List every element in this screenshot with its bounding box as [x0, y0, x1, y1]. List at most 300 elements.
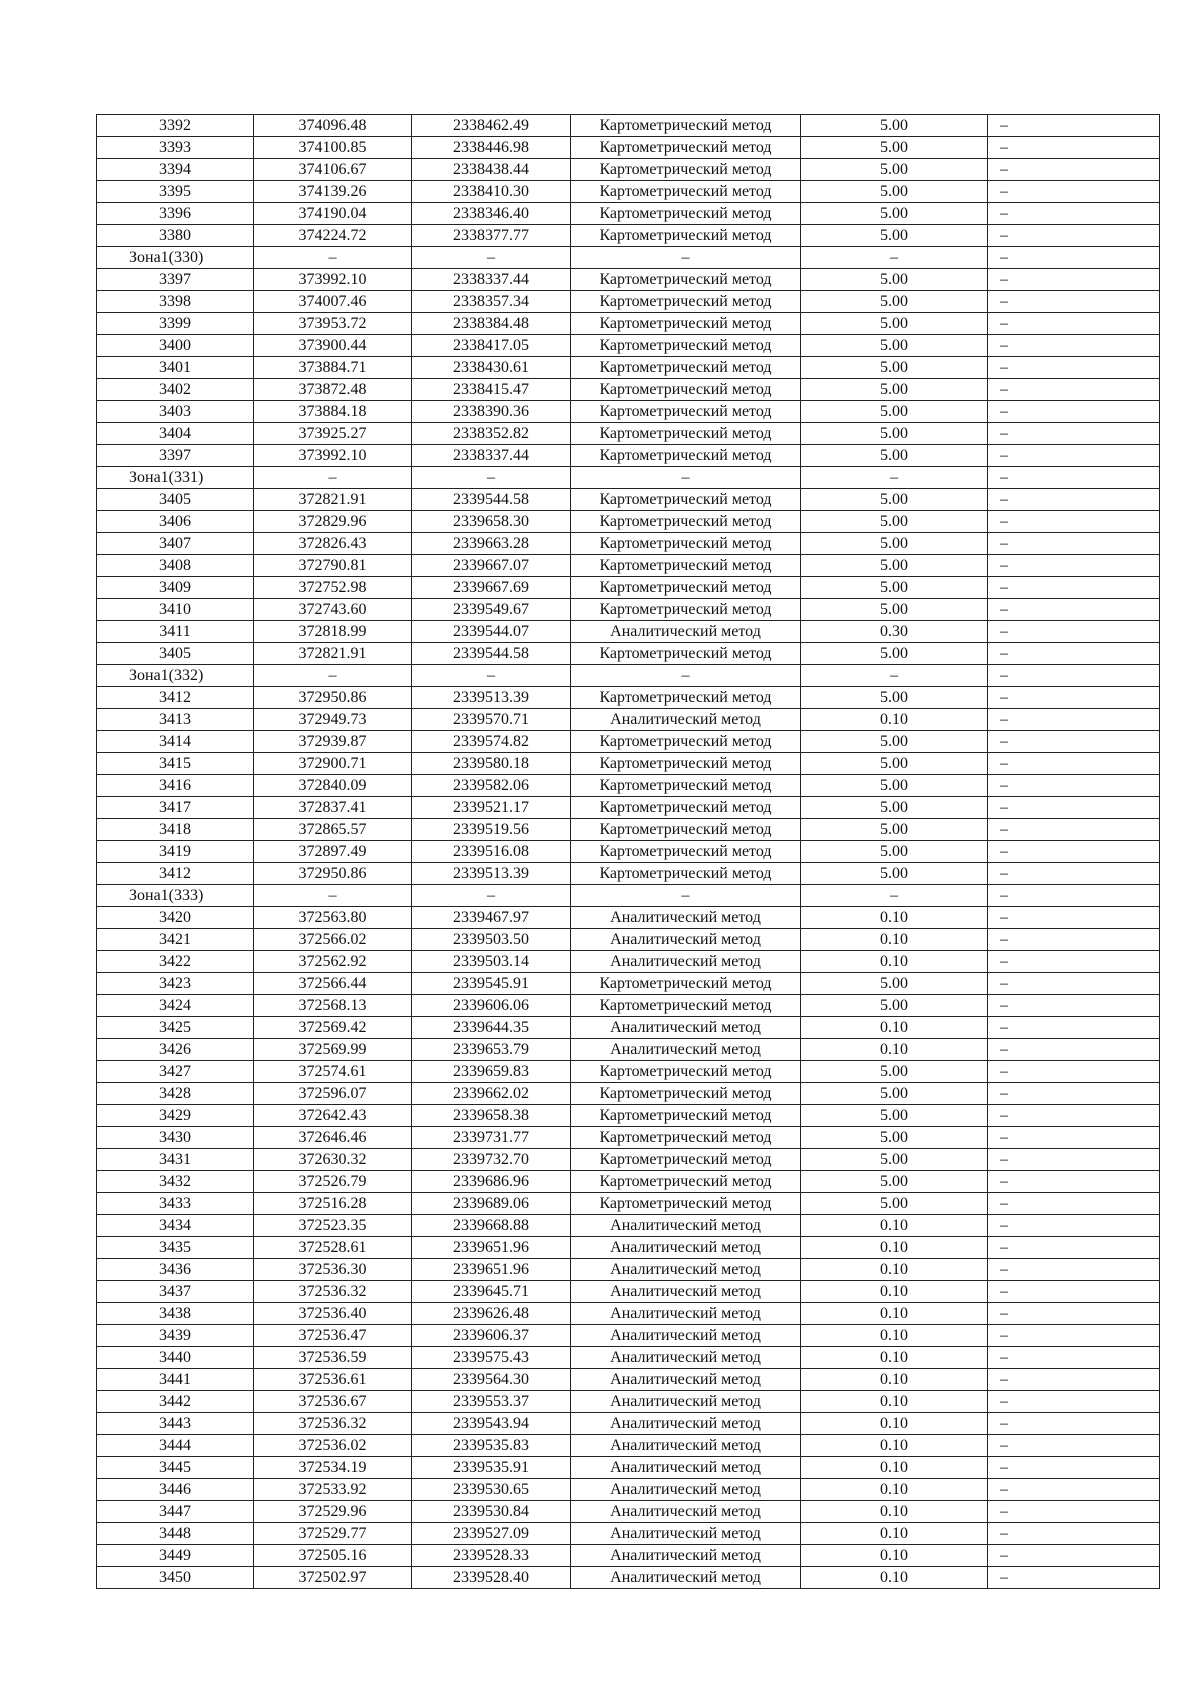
- point-number-cell: 3426: [97, 1039, 254, 1061]
- table-row: [97, 357, 1160, 379]
- x-coordinate-cell: 374100.85: [254, 137, 412, 159]
- x-coordinate-cell: 374190.04: [254, 203, 412, 225]
- method-cell: Картометрический метод: [571, 973, 801, 995]
- y-coordinate-cell: 2339513.39: [412, 863, 571, 885]
- coordinates-table-body: [97, 115, 1160, 1589]
- y-coordinate-cell: 2339644.35: [412, 1017, 571, 1039]
- x-coordinate-cell: 373992.10: [254, 445, 412, 467]
- point-number-cell: 3432: [97, 1171, 254, 1193]
- note-cell: –: [988, 1171, 1160, 1193]
- x-coordinate-cell: 373884.71: [254, 357, 412, 379]
- table-row: [97, 731, 1160, 753]
- point-number-cell: 3409: [97, 577, 254, 599]
- note-cell: –: [988, 1479, 1160, 1501]
- method-cell: Картометрический метод: [571, 1127, 801, 1149]
- method-cell: Картометрический метод: [571, 643, 801, 665]
- method-cell: Картометрический метод: [571, 313, 801, 335]
- method-cell: Аналитический метод: [571, 1039, 801, 1061]
- table-row: [97, 863, 1160, 885]
- method-cell: Картометрический метод: [571, 775, 801, 797]
- y-coordinate-cell: 2339503.50: [412, 929, 571, 951]
- y-coordinate-cell: 2338352.82: [412, 423, 571, 445]
- y-coordinate-cell: 2339658.30: [412, 511, 571, 533]
- method-cell: Картометрический метод: [571, 555, 801, 577]
- method-cell: Аналитический метод: [571, 929, 801, 951]
- note-cell: –: [988, 863, 1160, 885]
- point-number-cell: 3448: [97, 1523, 254, 1545]
- x-coordinate-cell: 372523.35: [254, 1215, 412, 1237]
- y-coordinate-cell: 2338415.47: [412, 379, 571, 401]
- note-cell: –: [988, 973, 1160, 995]
- note-cell: –: [988, 269, 1160, 291]
- method-cell: Картометрический метод: [571, 1105, 801, 1127]
- y-coordinate-cell: 2339732.70: [412, 1149, 571, 1171]
- point-number-cell: 3430: [97, 1127, 254, 1149]
- accuracy-cell: 0.10: [801, 907, 988, 929]
- table-row: [97, 1281, 1160, 1303]
- x-coordinate-cell: 372950.86: [254, 863, 412, 885]
- table-row: [97, 203, 1160, 225]
- point-number-cell: 3447: [97, 1501, 254, 1523]
- method-cell: Картометрический метод: [571, 819, 801, 841]
- method-cell: –: [571, 247, 801, 269]
- method-cell: Картометрический метод: [571, 445, 801, 467]
- method-cell: Аналитический метод: [571, 1347, 801, 1369]
- point-number-cell: 3416: [97, 775, 254, 797]
- note-cell: –: [988, 1303, 1160, 1325]
- y-coordinate-cell: 2339527.09: [412, 1523, 571, 1545]
- table-row: [97, 1325, 1160, 1347]
- x-coordinate-cell: 372533.92: [254, 1479, 412, 1501]
- y-coordinate-cell: 2338417.05: [412, 335, 571, 357]
- note-cell: –: [988, 643, 1160, 665]
- method-cell: –: [571, 467, 801, 489]
- point-number-cell: 3437: [97, 1281, 254, 1303]
- table-row: [97, 1237, 1160, 1259]
- y-coordinate-cell: 2339653.79: [412, 1039, 571, 1061]
- accuracy-cell: 5.00: [801, 687, 988, 709]
- method-cell: –: [571, 665, 801, 687]
- table-row: [97, 797, 1160, 819]
- x-coordinate-cell: 373872.48: [254, 379, 412, 401]
- point-number-cell: 3402: [97, 379, 254, 401]
- table-row: [97, 1457, 1160, 1479]
- note-cell: –: [988, 951, 1160, 973]
- coordinates-table: [96, 114, 1160, 1589]
- point-number-cell: 3417: [97, 797, 254, 819]
- y-coordinate-cell: 2339544.58: [412, 489, 571, 511]
- y-coordinate-cell: 2339528.33: [412, 1545, 571, 1567]
- accuracy-cell: 5.00: [801, 841, 988, 863]
- accuracy-cell: 5.00: [801, 115, 988, 137]
- point-number-cell: 3434: [97, 1215, 254, 1237]
- note-cell: –: [988, 1215, 1160, 1237]
- method-cell: Аналитический метод: [571, 621, 801, 643]
- note-cell: –: [988, 555, 1160, 577]
- table-row: [97, 1083, 1160, 1105]
- x-coordinate-cell: 372516.28: [254, 1193, 412, 1215]
- method-cell: Картометрический метод: [571, 335, 801, 357]
- method-cell: Аналитический метод: [571, 951, 801, 973]
- method-cell: Картометрический метод: [571, 379, 801, 401]
- method-cell: Аналитический метод: [571, 1303, 801, 1325]
- y-coordinate-cell: 2338462.49: [412, 115, 571, 137]
- point-number-cell: 3405: [97, 489, 254, 511]
- x-coordinate-cell: 372897.49: [254, 841, 412, 863]
- table-row: [97, 753, 1160, 775]
- x-coordinate-cell: 372536.59: [254, 1347, 412, 1369]
- y-coordinate-cell: 2339606.06: [412, 995, 571, 1017]
- note-cell: –: [988, 357, 1160, 379]
- y-coordinate-cell: 2338337.44: [412, 445, 571, 467]
- x-coordinate-cell: –: [254, 467, 412, 489]
- method-cell: Картометрический метод: [571, 687, 801, 709]
- x-coordinate-cell: 372865.57: [254, 819, 412, 841]
- note-cell: –: [988, 291, 1160, 313]
- point-number-cell: Зона1(330): [97, 247, 254, 269]
- table-row: [97, 1545, 1160, 1567]
- y-coordinate-cell: 2339545.91: [412, 973, 571, 995]
- point-number-cell: 3408: [97, 555, 254, 577]
- method-cell: Аналитический метод: [571, 1325, 801, 1347]
- point-number-cell: 3401: [97, 357, 254, 379]
- accuracy-cell: 0.10: [801, 951, 988, 973]
- table-row: [97, 907, 1160, 929]
- accuracy-cell: 5.00: [801, 1149, 988, 1171]
- table-row: [97, 775, 1160, 797]
- y-coordinate-cell: 2339544.58: [412, 643, 571, 665]
- method-cell: Картометрический метод: [571, 841, 801, 863]
- note-cell: –: [988, 819, 1160, 841]
- accuracy-cell: 0.10: [801, 1039, 988, 1061]
- note-cell: –: [988, 1039, 1160, 1061]
- y-coordinate-cell: 2339731.77: [412, 1127, 571, 1149]
- point-number-cell: 3450: [97, 1567, 254, 1589]
- note-cell: –: [988, 599, 1160, 621]
- table-row: [97, 379, 1160, 401]
- point-number-cell: 3420: [97, 907, 254, 929]
- note-cell: –: [988, 1149, 1160, 1171]
- x-coordinate-cell: 373953.72: [254, 313, 412, 335]
- note-cell: –: [988, 467, 1160, 489]
- method-cell: Картометрический метод: [571, 269, 801, 291]
- table-row: [97, 577, 1160, 599]
- note-cell: –: [988, 995, 1160, 1017]
- point-number-cell: 3424: [97, 995, 254, 1017]
- x-coordinate-cell: 374007.46: [254, 291, 412, 313]
- point-number-cell: 3415: [97, 753, 254, 775]
- point-number-cell: 3412: [97, 687, 254, 709]
- method-cell: Картометрический метод: [571, 577, 801, 599]
- point-number-cell: 3425: [97, 1017, 254, 1039]
- table-row: [97, 1017, 1160, 1039]
- accuracy-cell: 5.00: [801, 379, 988, 401]
- y-coordinate-cell: 2338410.30: [412, 181, 571, 203]
- accuracy-cell: 5.00: [801, 1083, 988, 1105]
- note-cell: –: [988, 1259, 1160, 1281]
- note-cell: –: [988, 1413, 1160, 1435]
- x-coordinate-cell: 372502.97: [254, 1567, 412, 1589]
- point-number-cell: Зона1(333): [97, 885, 254, 907]
- point-number-cell: 3442: [97, 1391, 254, 1413]
- point-number-cell: 3438: [97, 1303, 254, 1325]
- accuracy-cell: 0.10: [801, 1259, 988, 1281]
- x-coordinate-cell: 372563.80: [254, 907, 412, 929]
- accuracy-cell: 5.00: [801, 335, 988, 357]
- method-cell: Картометрический метод: [571, 423, 801, 445]
- table-row: [97, 1193, 1160, 1215]
- accuracy-cell: 5.00: [801, 1127, 988, 1149]
- note-cell: –: [988, 489, 1160, 511]
- accuracy-cell: 5.00: [801, 819, 988, 841]
- y-coordinate-cell: 2339519.56: [412, 819, 571, 841]
- accuracy-cell: 0.10: [801, 1523, 988, 1545]
- y-coordinate-cell: 2339651.96: [412, 1237, 571, 1259]
- note-cell: –: [988, 335, 1160, 357]
- point-number-cell: 3431: [97, 1149, 254, 1171]
- method-cell: Аналитический метод: [571, 1259, 801, 1281]
- x-coordinate-cell: 372569.99: [254, 1039, 412, 1061]
- table-row: [97, 995, 1160, 1017]
- note-cell: –: [988, 1391, 1160, 1413]
- note-cell: –: [988, 1105, 1160, 1127]
- x-coordinate-cell: 372900.71: [254, 753, 412, 775]
- point-number-cell: 3444: [97, 1435, 254, 1457]
- accuracy-cell: 0.10: [801, 1479, 988, 1501]
- method-cell: Аналитический метод: [571, 1017, 801, 1039]
- x-coordinate-cell: 374139.26: [254, 181, 412, 203]
- note-cell: –: [988, 1567, 1160, 1589]
- zone-header-row: [97, 247, 1160, 269]
- x-coordinate-cell: 372526.79: [254, 1171, 412, 1193]
- point-number-cell: 3405: [97, 643, 254, 665]
- note-cell: –: [988, 1523, 1160, 1545]
- method-cell: Картометрический метод: [571, 731, 801, 753]
- table-row: [97, 1171, 1160, 1193]
- table-row: [97, 511, 1160, 533]
- table-row: [97, 445, 1160, 467]
- point-number-cell: 3436: [97, 1259, 254, 1281]
- accuracy-cell: 5.00: [801, 445, 988, 467]
- y-coordinate-cell: 2339521.17: [412, 797, 571, 819]
- table-row: [97, 269, 1160, 291]
- method-cell: Аналитический метод: [571, 1501, 801, 1523]
- x-coordinate-cell: 372566.44: [254, 973, 412, 995]
- y-coordinate-cell: 2339574.82: [412, 731, 571, 753]
- method-cell: Картометрический метод: [571, 995, 801, 1017]
- point-number-cell: 3443: [97, 1413, 254, 1435]
- table-row: [97, 841, 1160, 863]
- x-coordinate-cell: 372630.32: [254, 1149, 412, 1171]
- table-row: [97, 533, 1160, 555]
- note-cell: –: [988, 687, 1160, 709]
- table-row: [97, 973, 1160, 995]
- accuracy-cell: 0.10: [801, 1567, 988, 1589]
- note-cell: –: [988, 1325, 1160, 1347]
- accuracy-cell: 5.00: [801, 489, 988, 511]
- y-coordinate-cell: 2339544.07: [412, 621, 571, 643]
- y-coordinate-cell: 2339467.97: [412, 907, 571, 929]
- x-coordinate-cell: 372536.32: [254, 1281, 412, 1303]
- y-coordinate-cell: 2339667.07: [412, 555, 571, 577]
- accuracy-cell: 5.00: [801, 1061, 988, 1083]
- point-number-cell: 3428: [97, 1083, 254, 1105]
- y-coordinate-cell: 2339530.84: [412, 1501, 571, 1523]
- method-cell: Картометрический метод: [571, 115, 801, 137]
- note-cell: –: [988, 775, 1160, 797]
- table-row: [97, 951, 1160, 973]
- note-cell: –: [988, 1457, 1160, 1479]
- y-coordinate-cell: 2339543.94: [412, 1413, 571, 1435]
- accuracy-cell: 0.10: [801, 1303, 988, 1325]
- table-row: [97, 555, 1160, 577]
- method-cell: Аналитический метод: [571, 1369, 801, 1391]
- y-coordinate-cell: 2339530.65: [412, 1479, 571, 1501]
- point-number-cell: 3435: [97, 1237, 254, 1259]
- point-number-cell: 3441: [97, 1369, 254, 1391]
- x-coordinate-cell: 372829.96: [254, 511, 412, 533]
- point-number-cell: 3406: [97, 511, 254, 533]
- x-coordinate-cell: 372536.61: [254, 1369, 412, 1391]
- point-number-cell: 3411: [97, 621, 254, 643]
- accuracy-cell: 5.00: [801, 731, 988, 753]
- accuracy-cell: 5.00: [801, 511, 988, 533]
- table-row: [97, 1479, 1160, 1501]
- x-coordinate-cell: 372536.67: [254, 1391, 412, 1413]
- x-coordinate-cell: 372536.30: [254, 1259, 412, 1281]
- accuracy-cell: 5.00: [801, 313, 988, 335]
- x-coordinate-cell: 372939.87: [254, 731, 412, 753]
- y-coordinate-cell: 2339662.02: [412, 1083, 571, 1105]
- table-row: [97, 1501, 1160, 1523]
- x-coordinate-cell: 372568.13: [254, 995, 412, 1017]
- table-row: [97, 489, 1160, 511]
- accuracy-cell: –: [801, 665, 988, 687]
- accuracy-cell: 5.00: [801, 555, 988, 577]
- x-coordinate-cell: 372505.16: [254, 1545, 412, 1567]
- accuracy-cell: 0.10: [801, 1545, 988, 1567]
- table-row: [97, 1391, 1160, 1413]
- point-number-cell: 3396: [97, 203, 254, 225]
- table-row: [97, 1413, 1160, 1435]
- y-coordinate-cell: 2339645.71: [412, 1281, 571, 1303]
- table-row: [97, 819, 1160, 841]
- y-coordinate-cell: 2339580.18: [412, 753, 571, 775]
- accuracy-cell: 5.00: [801, 797, 988, 819]
- x-coordinate-cell: 372950.86: [254, 687, 412, 709]
- y-coordinate-cell: 2338357.34: [412, 291, 571, 313]
- note-cell: –: [988, 1017, 1160, 1039]
- y-coordinate-cell: 2339663.28: [412, 533, 571, 555]
- note-cell: –: [988, 511, 1160, 533]
- zone-header-row: [97, 665, 1160, 687]
- note-cell: –: [988, 753, 1160, 775]
- y-coordinate-cell: 2339535.83: [412, 1435, 571, 1457]
- y-coordinate-cell: 2339658.38: [412, 1105, 571, 1127]
- accuracy-cell: 5.00: [801, 995, 988, 1017]
- point-number-cell: 3397: [97, 269, 254, 291]
- accuracy-cell: 5.00: [801, 225, 988, 247]
- accuracy-cell: 0.10: [801, 1457, 988, 1479]
- table-row: [97, 1105, 1160, 1127]
- point-number-cell: 3422: [97, 951, 254, 973]
- table-row: [97, 1215, 1160, 1237]
- method-cell: Аналитический метод: [571, 1413, 801, 1435]
- y-coordinate-cell: 2339575.43: [412, 1347, 571, 1369]
- table-row: [97, 137, 1160, 159]
- accuracy-cell: 5.00: [801, 863, 988, 885]
- method-cell: Картометрический метод: [571, 401, 801, 423]
- method-cell: Картометрический метод: [571, 753, 801, 775]
- point-number-cell: 3418: [97, 819, 254, 841]
- accuracy-cell: 5.00: [801, 577, 988, 599]
- accuracy-cell: 5.00: [801, 423, 988, 445]
- note-cell: –: [988, 1127, 1160, 1149]
- method-cell: Аналитический метод: [571, 1545, 801, 1567]
- note-cell: –: [988, 445, 1160, 467]
- method-cell: Картометрический метод: [571, 1083, 801, 1105]
- y-coordinate-cell: 2338337.44: [412, 269, 571, 291]
- method-cell: Картометрический метод: [571, 181, 801, 203]
- x-coordinate-cell: 372536.47: [254, 1325, 412, 1347]
- table-row: [97, 1259, 1160, 1281]
- point-number-cell: 3419: [97, 841, 254, 863]
- accuracy-cell: 5.00: [801, 533, 988, 555]
- note-cell: –: [988, 247, 1160, 269]
- method-cell: Аналитический метод: [571, 1567, 801, 1589]
- accuracy-cell: 5.00: [801, 1171, 988, 1193]
- accuracy-cell: –: [801, 247, 988, 269]
- accuracy-cell: 0.10: [801, 1347, 988, 1369]
- table-row: [97, 291, 1160, 313]
- table-row: [97, 1567, 1160, 1589]
- y-coordinate-cell: –: [412, 467, 571, 489]
- accuracy-cell: 0.10: [801, 1215, 988, 1237]
- x-coordinate-cell: 372529.77: [254, 1523, 412, 1545]
- x-coordinate-cell: 372752.98: [254, 577, 412, 599]
- y-coordinate-cell: 2339606.37: [412, 1325, 571, 1347]
- point-number-cell: 3403: [97, 401, 254, 423]
- y-coordinate-cell: 2339535.91: [412, 1457, 571, 1479]
- accuracy-cell: 5.00: [801, 643, 988, 665]
- x-coordinate-cell: 372536.40: [254, 1303, 412, 1325]
- point-number-cell: 3429: [97, 1105, 254, 1127]
- note-cell: –: [988, 797, 1160, 819]
- accuracy-cell: 0.10: [801, 1237, 988, 1259]
- accuracy-cell: 5.00: [801, 1105, 988, 1127]
- method-cell: Аналитический метод: [571, 1215, 801, 1237]
- accuracy-cell: 0.10: [801, 1281, 988, 1303]
- method-cell: Картометрический метод: [571, 1149, 801, 1171]
- table-row: [97, 1347, 1160, 1369]
- accuracy-cell: 5.00: [801, 269, 988, 291]
- accuracy-cell: 0.10: [801, 1369, 988, 1391]
- x-coordinate-cell: 372840.09: [254, 775, 412, 797]
- point-number-cell: 3398: [97, 291, 254, 313]
- table-row: [97, 159, 1160, 181]
- note-cell: –: [988, 1237, 1160, 1259]
- y-coordinate-cell: 2338384.48: [412, 313, 571, 335]
- method-cell: Картометрический метод: [571, 511, 801, 533]
- table-row: [97, 225, 1160, 247]
- point-number-cell: 3407: [97, 533, 254, 555]
- accuracy-cell: 5.00: [801, 291, 988, 313]
- y-coordinate-cell: 2339516.08: [412, 841, 571, 863]
- note-cell: –: [988, 137, 1160, 159]
- method-cell: Картометрический метод: [571, 797, 801, 819]
- x-coordinate-cell: 374106.67: [254, 159, 412, 181]
- point-number-cell: 3404: [97, 423, 254, 445]
